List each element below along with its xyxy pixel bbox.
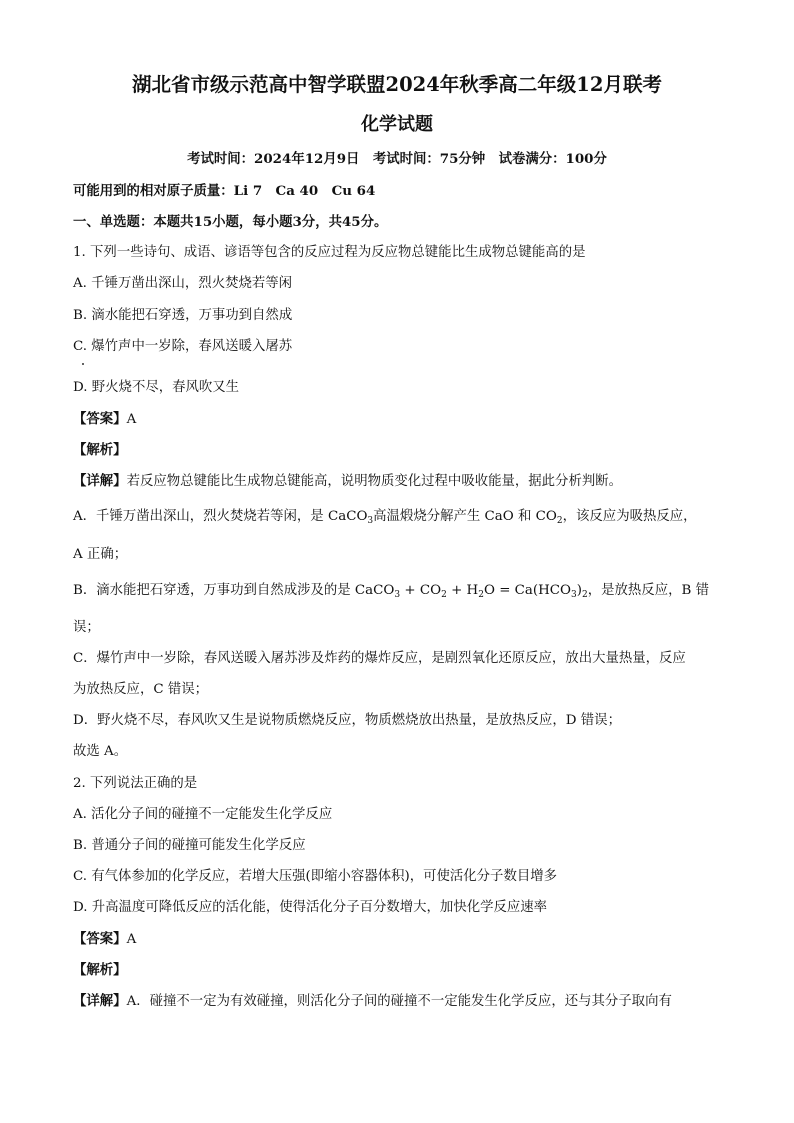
question-2-detail-a — [73, 992, 672, 1011]
subject-title: 化学试题 — [361, 114, 433, 135]
answer-value: A — [126, 412, 137, 427]
detail-a-text: A．碰撞不一定为有效碰撞，则活化分子间的碰撞不一定能发生化学反应，还与其分子取向有 — [126, 994, 672, 1009]
detail-label: 【详解】 — [73, 473, 127, 489]
question-1-detail-b — [73, 582, 709, 600]
detail-a-text-3: ，该反应为吸热反应， — [562, 509, 697, 524]
question-1-conclusion: 故选 A。 — [73, 744, 128, 759]
question-1-answer — [73, 410, 136, 429]
question-1-option-b: B. 滴水能把石穿透，万事功到自然成 — [73, 308, 293, 323]
question-1-detail-a-cont: A 正确； — [73, 547, 128, 562]
question-1-analysis-label: 【解析】 — [73, 442, 127, 458]
question-2-option-b: B. 普通分子间的碰撞可能发生化学反应 — [73, 838, 306, 853]
question-1-detail-intro — [73, 472, 622, 491]
reaction-equation: CaCO$_3$ + $CO_2 + H_2O = Ca(HCO_3)_2$ — [354, 583, 588, 600]
question-2-stem: 2. 下列说法正确的是 — [73, 776, 198, 791]
question-1-option-d: D. 野火烧不尽，春风吹又生 — [73, 380, 240, 395]
answer-label: 【答案】 — [73, 931, 127, 947]
exam-info: 考试时间：2024年12月9日 考试时间：75分钟 试卷满分：100分 — [187, 151, 607, 167]
question-2-option-d: D. 升高温度可降低反应的活化能，使得活化分子百分数增大，加快化学反应速率 — [73, 900, 548, 915]
question-2-analysis-label: 【解析】 — [73, 962, 127, 978]
question-1-detail-b-cont: 误； — [73, 620, 100, 635]
question-1-detail-c: C．爆竹声中一岁除，春风送暖入屠苏涉及炸药的爆炸反应，是剧烈氧化还原反应，放出大量热量，反应 — [73, 651, 686, 666]
question-1-option-a: A. 千锤万凿出深山，烈火焚烧若等闲 — [73, 276, 293, 291]
atomic-mass-note: 可能用到的相对原子质量：Li 7 Ca 40 Cu 64 — [73, 183, 376, 199]
answer-label: 【答案】 — [73, 411, 127, 427]
question-2-option-c: C. 有气体参加的化学反应，若增大压强(即缩小容器体积)，可使活化分子数目增多 — [73, 869, 558, 884]
detail-a-text-1: A．千锤万凿出深山，烈火焚烧若等闲，是 — [73, 509, 324, 524]
question-1-stem: 1. 下列一些诗句、成语、谚语等包含的反应过程为反应物总键能比生成物总键能高的是 — [73, 245, 586, 260]
stray-dot-mark — [82, 363, 84, 365]
exam-title: 湖北省市级示范高中智学联盟2024年秋季高二年级12月联考 — [132, 73, 662, 96]
question-2-option-a: A. 活化分子间的碰撞不一定能发生化学反应 — [73, 807, 333, 822]
detail-label: 【详解】 — [73, 993, 127, 1009]
formula-caco3: CaCO$_3$ — [327, 509, 374, 526]
question-2-answer — [73, 930, 136, 949]
detail-intro-text: 若反应物总键能比生成物总键能高，说明物质变化过程中吸收能量，据此分析判断。 — [126, 474, 623, 489]
formula-co2: $CO_2$ — [535, 509, 563, 526]
answer-value: A — [126, 932, 137, 947]
question-1-detail-c-cont: 为放热反应，C 错误； — [73, 682, 209, 697]
question-1-detail-a — [73, 508, 697, 526]
question-1-detail-d: D．野火烧不尽，春风吹又生是说物质燃烧反应，物质燃烧放出热量，是放热反应，D 错误； — [73, 713, 621, 728]
section-heading: 一、单选题：本题共15小题，每小题3分，共45分。 — [73, 214, 388, 230]
detail-a-text-2: 高温煅烧分解产生 CaO 和 — [373, 509, 532, 524]
question-1-option-c: C. 爆竹声中一岁除，春风送暖入屠苏 — [73, 339, 293, 354]
detail-b-text-1: B．滴水能把石穿透，万事功到自然成涉及的是 — [73, 583, 351, 598]
detail-b-text-2: ，是放热反应，B 错 — [587, 583, 709, 598]
